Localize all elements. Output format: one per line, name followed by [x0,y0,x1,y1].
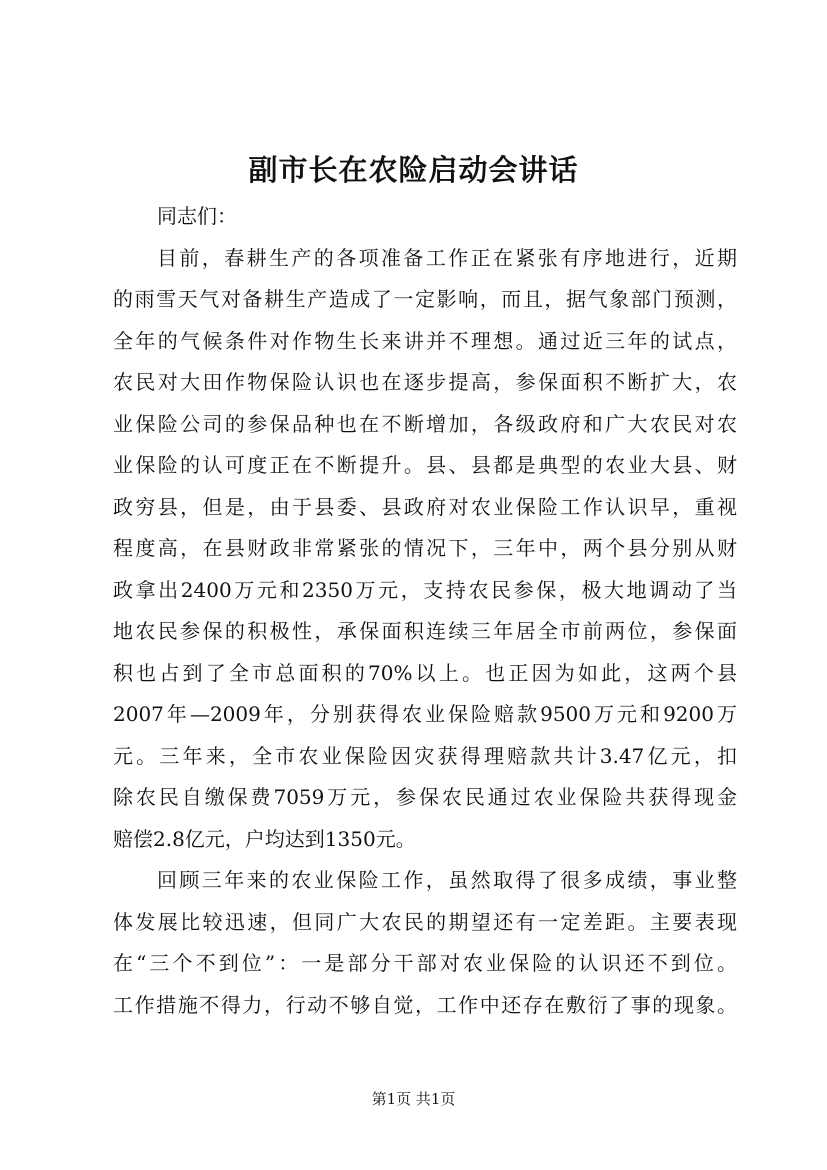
paragraph-line: 积也占到了全市总面积的70%以上。也正因为如此，这两个县 [113,660,737,685]
paragraph-line: 在“三个不到位”：一是部分干部对农业保险的认识还不到位。 [113,951,737,975]
paragraph-line: 程度高，在县财政非常紧张的情况下，三年中，两个县分别从财 [113,536,737,560]
paragraph-line: 业保险的认可度正在不断提升。县、县都是典型的农业大县、财 [113,453,737,477]
paragraph-line: 政拿出2400万元和2350万元，支持农民参保，极大地调动了当 [113,577,737,602]
page-footer: 第1页 共1页 [371,1090,456,1108]
paragraph-line: 目前，春耕生产的各项准备工作正在紧张有序地进行，近期 [157,245,737,270]
paragraph-line: 全年的气候条件对作物生长来讲并不理想。通过近三年的试点， [113,328,737,353]
paragraph-line: 元。三年来，全市农业保险因灾获得理赔款共计3.47亿元，扣 [113,743,737,768]
paragraph-line: 回顾三年来的农业保险工作，虽然取得了很多成绩，事业整 [157,868,737,892]
document-title: 副市长在农险启动会讲话 [248,153,579,187]
paragraph-line: 除农民自缴保费7059万元，参保农民通过农业保险共获得现金 [113,785,737,809]
paragraph-line: 业保险公司的参保品种也在不断增加，各级政府和广大农民对农 [113,411,737,436]
paragraph-line: 地农民参保的积极性，承保面积连续三年居全市前两位，参保面 [113,619,737,643]
paragraph-line: 体发展比较迅速，但同广大农民的期望还有一定差距。主要表现 [113,909,737,934]
paragraph-line: 政穷县，但是，由于县委、县政府对农业保险工作认识早，重视 [113,494,737,519]
document-body [113,196,737,1026]
paragraph-line: 赔偿2.8亿元，户均达到1350元。 [113,826,416,851]
greeting-line: 同志们： [157,204,237,228]
paragraph-line: 工作措施不得力，行动不够自觉，工作中还存在敷衍了事的现象。 [113,992,737,1017]
paragraph-line: 农民对大田作物保险认识也在逐步提高，参保面积不断扩大，农 [113,370,737,394]
paragraph-line: 的雨雪天气对备耕生产造成了一定影响，而且，据气象部门预测， [113,287,737,311]
paragraph-line: 2007年—2009年，分别获得农业保险赔款9500万元和9200万 [113,702,737,726]
